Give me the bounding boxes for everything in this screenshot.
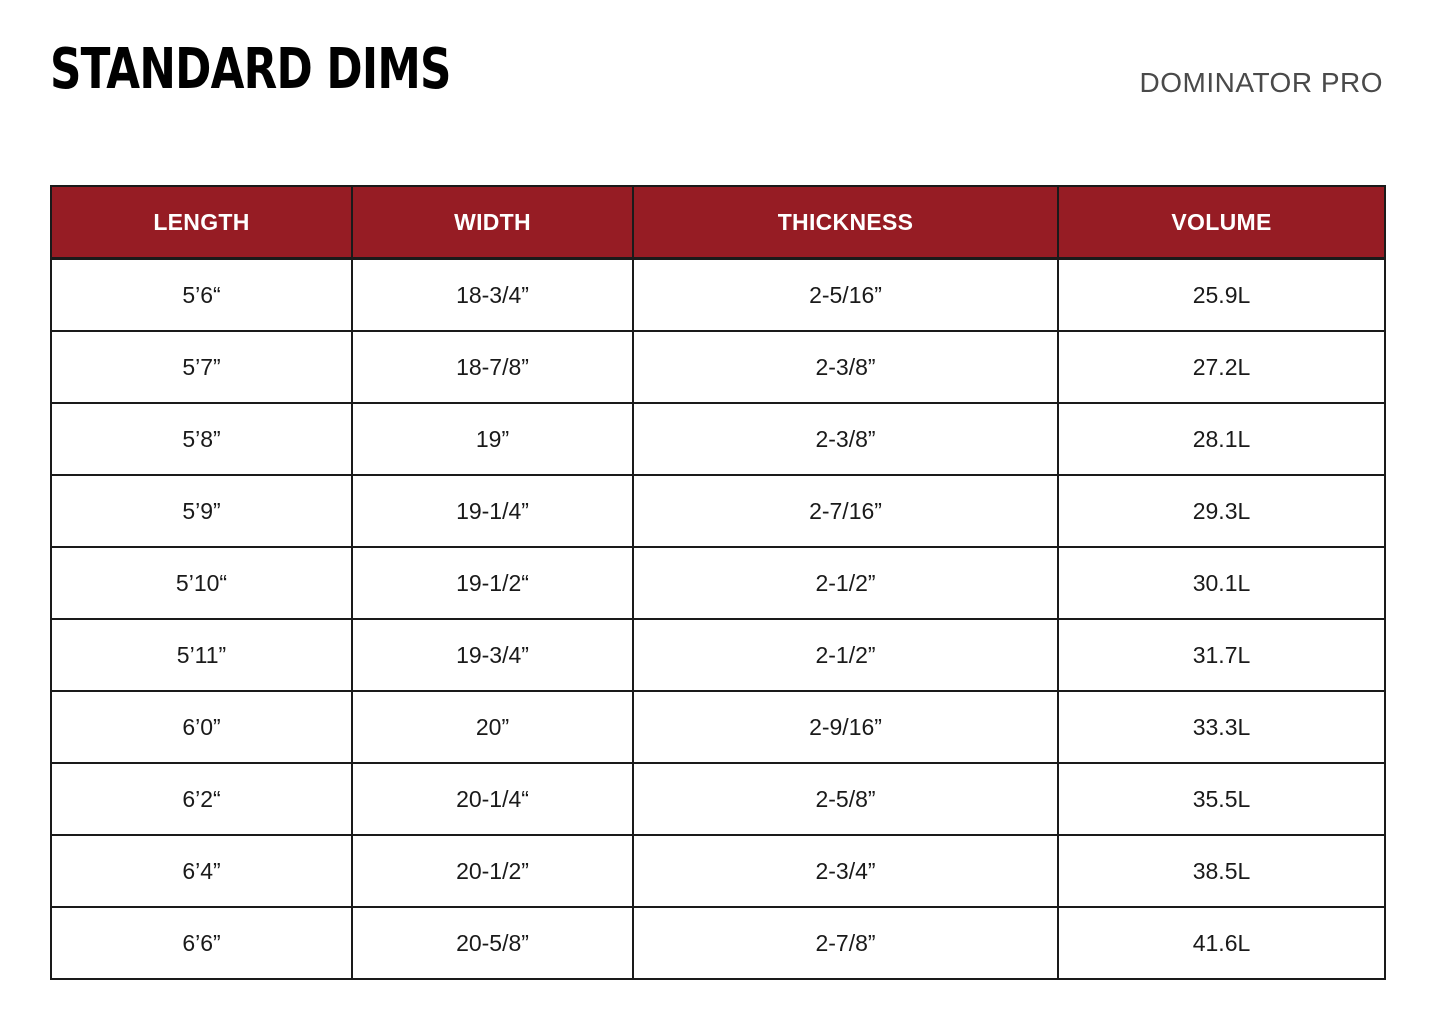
table-row [51, 403, 1385, 475]
volume-cell: 31.7L [1058, 619, 1385, 691]
length-cell: 6’0” [51, 691, 352, 763]
volume-cell: 41.6L [1058, 907, 1385, 979]
volume-cell: 29.3L [1058, 475, 1385, 547]
thickness-cell: 2-5/16” [633, 259, 1058, 332]
column-header-width: WIDTH [352, 186, 633, 259]
width-cell: 20-1/4“ [352, 763, 633, 835]
model-name: DOMINATOR PRO [1139, 67, 1383, 98]
thickness-cell: 2-3/8” [633, 403, 1058, 475]
length-cell: 5’9” [51, 475, 352, 547]
table-row [51, 475, 1385, 547]
volume-cell: 25.9L [1058, 259, 1385, 332]
thickness-cell: 2-7/8” [633, 907, 1058, 979]
thickness-cell: 2-7/16” [633, 475, 1058, 547]
thickness-cell: 2-9/16” [633, 691, 1058, 763]
volume-cell: 30.1L [1058, 547, 1385, 619]
table-header-row [51, 186, 1385, 259]
width-cell: 18-3/4” [352, 259, 633, 332]
column-header-volume: VOLUME [1058, 186, 1385, 259]
table-row [51, 619, 1385, 691]
table-row [51, 907, 1385, 979]
thickness-cell: 2-1/2” [633, 619, 1058, 691]
page-title: STANDARD DIMS [50, 37, 451, 102]
length-cell: 5’8” [51, 403, 352, 475]
volume-cell: 38.5L [1058, 835, 1385, 907]
width-cell: 18-7/8” [352, 331, 633, 403]
width-cell: 20” [352, 691, 633, 763]
length-cell: 5’7” [51, 331, 352, 403]
column-header-length: LENGTH [51, 186, 352, 259]
length-cell: 6’6” [51, 907, 352, 979]
length-cell: 6’2“ [51, 763, 352, 835]
table-row [51, 835, 1385, 907]
width-cell: 19” [352, 403, 633, 475]
table-row [51, 331, 1385, 403]
thickness-cell: 2-3/4” [633, 835, 1058, 907]
dimensions-table [50, 185, 1386, 980]
length-cell: 5’11” [51, 619, 352, 691]
table-row [51, 763, 1385, 835]
volume-cell: 28.1L [1058, 403, 1385, 475]
thickness-cell: 2-3/8” [633, 331, 1058, 403]
length-cell: 5’10“ [51, 547, 352, 619]
width-cell: 20-5/8” [352, 907, 633, 979]
width-cell: 19-1/4” [352, 475, 633, 547]
width-cell: 19-1/2“ [352, 547, 633, 619]
width-cell: 19-3/4” [352, 619, 633, 691]
thickness-cell: 2-5/8” [633, 763, 1058, 835]
volume-cell: 27.2L [1058, 331, 1385, 403]
volume-cell: 33.3L [1058, 691, 1385, 763]
width-cell: 20-1/2” [352, 835, 633, 907]
table-row [51, 547, 1385, 619]
length-cell: 5’6“ [51, 259, 352, 332]
length-cell: 6’4” [51, 835, 352, 907]
table-row [51, 691, 1385, 763]
thickness-cell: 2-1/2” [633, 547, 1058, 619]
column-header-thickness: THICKNESS [633, 186, 1058, 259]
volume-cell: 35.5L [1058, 763, 1385, 835]
table-row [51, 259, 1385, 332]
